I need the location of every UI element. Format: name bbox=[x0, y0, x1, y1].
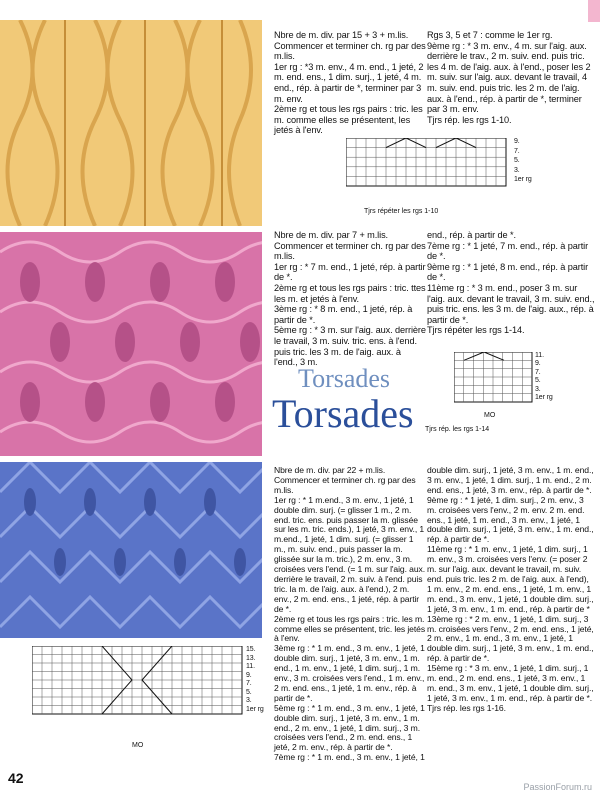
section2-row-labels: 11. 9. 7. 5. 3. 1er rg bbox=[535, 352, 553, 402]
section3-col2-text: double dim. surj., 1 jeté, 3 m. env., 1 m. end., 3 m. env., 1 jeté, 1 dim. surj., 1 m. end., 2 m. end. ens., 1 jeté, 3 m. env., rép. à partir de *. 9ème rg : * 1 jeté, 1 dim. surj., 2 m. env., 3 m. croisées vers l'env., 2 m. env. 2 m. end. ens., 1 jeté, 1 m. end., 3 m. env., 1 jeté, 1 double dim. surj., 1 jeté, 3 m. env., 1 m. end., rép. à partir de *. 11ème rg : * 1 m. env., 1 jeté, 1 dim. surj., 1 m. env., 3 m. croisées vers l'env. (= poser 2 m. sur l'aig. aux. devant le travail, m. suiv. end. puis tric. les 2 m. de l'aig. aux. à l'end), 1 m. env., 2 m. end. ens., 1 jeté, 1 m. env., 1 m. end., 3 m. env., 1 jeté, 1 double dim. surj., 1 jeté, 3 m. env., 1 m. end., rép. à partir de * 13ème rg : * 2 m. env., 1 jeté, 1 dim. surj., 3 m. croisées vers l'env., 2 m. end. ens., 1 jeté, 2 m. env., 1 m. end., 3 m. env., 1 jeté, 1 double dim. surj., 1 jeté, 3 m. env., 1 m. end., rép. à partir de *. 15ème rg : * 3 m. env., 1 jeté, 1 dim. surj., 1 m. end., 2 m. end. ens., 1 jeté, 3 m. env., 1 m. end., 3 m. env., 1 jeté, 1 double dim. surj., 1 jeté, 3 m. env., 1 m. end., rép. à partir de *. Tjrs rép. les rgs 1-16. bbox=[427, 465, 594, 713]
section1-caption: Tjrs répéter les rgs 1-10 bbox=[364, 208, 439, 215]
section2-chart bbox=[454, 352, 534, 417]
title-small: Torsades bbox=[298, 364, 391, 393]
top-bar bbox=[0, 0, 600, 20]
section1-left-text: Nbre de m. div. par 15 + 3 + m.lis. Commencer et terminer ch. rg par des m.lis. 1er rg : *3 m. env., 4 m. end., 1 jeté, 2 m. end. ens., 1 dim. surj., 1 jeté, 4 m. end., rép. à partir de *, terminer par 3 m. env. 2ème rg et tous les rgs pairs : tric. les m. comme elles se présentent, les jetés à l'env. bbox=[274, 30, 426, 136]
section2-caption: Tjrs rép. les rgs 1-14 bbox=[425, 426, 490, 433]
page-number: 42 bbox=[8, 770, 24, 786]
section1-row-labels: 9. 7. 5. 3. 1er rg bbox=[514, 138, 532, 184]
title-large: Torsades bbox=[272, 391, 414, 436]
section1-chart bbox=[346, 138, 512, 193]
section3-row-labels: 15. 13. 11. 9. 7. 5. 3. 1er rg bbox=[246, 646, 264, 713]
section3-chart bbox=[32, 646, 244, 721]
section3-col1-text: Nbre de m. div. par 22 + m.lis. Commencer et terminer ch. rg par des m.lis. 1er rg : * 1 m.end., 3 m. env., 1 jeté, 1 double dim. surj. (= glisser 1 m., 2 m. end. tric. ens. puis passer la m. glissée sur les m. tric. ends.), 1 jeté, 3 m. env., 1 m.end., 1 jeté, 1 dim. surj. (= glisser 1 m., m. suiv. end., puis passer la m. glissée sur la m. tric.), 2 m. env., 3 m. croisées vers l'end. (= 1 m. sur l'aig. aux. derrière le travail, 2 m. suiv. à l'end. puis tric. la m. de l'aig. aux. à l'end.), 2 m. env., 2 m. end. ens., 1 jeté, rép. à partir de *. 2ème rg et tous les rgs pairs : tric. les m. comme elles se présentent, tric. les jetés à l'env. 3ème rg : * 1 m. end., 3 m. env., 1 jeté, 1 double dim. surj., 1 jeté, 3 m. env., 1 m. end., 1 m. env., 1 jeté, 1 dim. surj., 1 m. env., 3 m. croisées vers l'end., 1 m. env., 2 m. end. ens., 1 jeté, 1 m. env., rép. à partir de *. 5ème rg : * 1 m. end., 3 m. env., 1 jeté, 1 double dim. surj., 1 jeté, 3 m. env., 1 m. end., 2 m. env., 1 jeté, 1 dim. surj., 3 m. croisées vers l'end., 2 m. end. ens., 1 jeté, 2 m. env., rép. à partir de *. 7ème rg : * 1 m. end., 3 m. env., 1 jeté, 1 bbox=[274, 465, 426, 763]
swatch-pink-lace bbox=[0, 232, 262, 456]
section2-right-text: end., rép. à partir de *. 7ème rg : * 1 jeté, 7 m. end., rép. à partir de *. 9ème rg : * 1 jeté, 8 m. end., rép. à partir de *. 11ème rg : * 3 m. end., poser 3 m. sur l'aig. aux. devant le travail, 3 m. suiv. end., puis tric. ens. les 3 m. de l'aig. aux., rép. à partir de *. Tjrs répéter les rgs 1-14. bbox=[427, 230, 595, 336]
page-tab bbox=[588, 0, 600, 22]
section2-mo: MO bbox=[484, 412, 496, 419]
watermark: PassionForum.ru bbox=[523, 782, 592, 792]
section3-mo: MO bbox=[132, 742, 144, 749]
section1-right-text: Rgs 3, 5 et 7 : comme le 1er rg. 9ème rg : * 3 m. env., 4 m. sur l'aig. aux. derrière le trav., 2 m. suiv. end. puis tric. les 4 m. de l'aig. aux. à l'end., poser les 2 m. suiv. sur l'aig. aux. devant le travail, 4 m. suiv. end. puis tric. les 2 m. de l'aig. aux. à l'end., rép. à partir de *, terminer par 3 m. env. Tjrs rép. les rgs 1-10. bbox=[427, 30, 591, 125]
swatch-blue-lace bbox=[0, 462, 262, 638]
swatch-yellow-cable bbox=[0, 20, 262, 226]
section2-left-text: Nbre de m. div. par 7 + m.lis. Commencer et terminer ch. rg par des m.lis. 1er rg : * 7 m. end., 1 jeté, rép. à partir de *. 2ème rg et tous les rgs pairs : tric. ttes les m. et jetés à l'env. 3ème rg : * 8 m. end., 1 jeté, rép. à partir de *. 5ème rg : * 3 m. sur l'aig. aux. derrière le travail, 3 m. suiv. tric. ens. à l'end. puis tric. les 3 m. de l'aig. aux. à l'end., 3 m. bbox=[274, 230, 426, 368]
